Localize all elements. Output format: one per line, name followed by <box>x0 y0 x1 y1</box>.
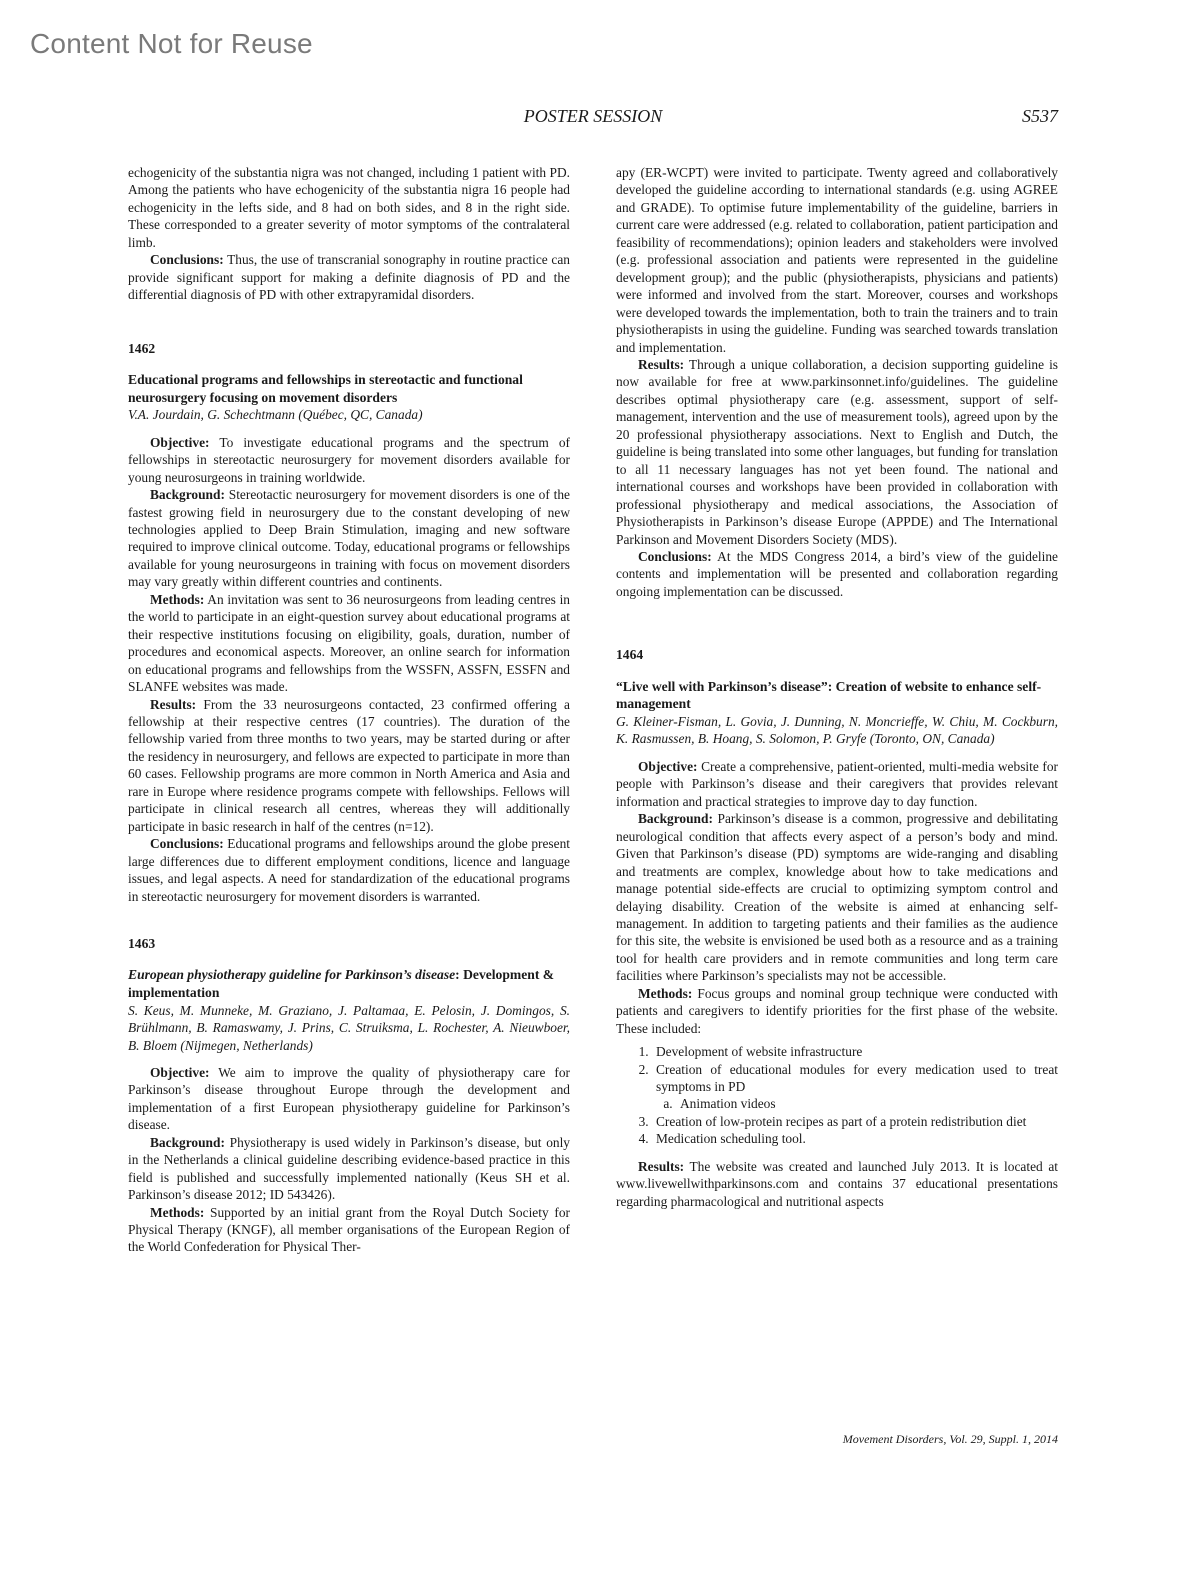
abstract-title <box>128 966 570 1001</box>
section-label: Results: <box>638 356 685 372</box>
title-italic: European physiotherapy guideline for Parkinson’s disease <box>128 967 456 983</box>
abstract-number: 1464 <box>616 647 644 663</box>
objective-paragraph <box>128 1064 570 1134</box>
section-label: Results: <box>638 1158 685 1174</box>
list-item <box>652 1061 1058 1113</box>
right-column <box>616 164 1058 1210</box>
list-item: 1. Development of website infrastructure <box>652 1043 1058 1060</box>
abstract-authors: G. Kleiner-Fisman, L. Govia, J. Dunning, N. Moncrieffe, W. Chiu, M. Cockburn, K. Rasmussen, B. Hoang, S. Solomon, P. Gryfe (Toronto, ON, Canada) <box>616 713 1058 747</box>
abstract-title: “Live well with Parkinson’s disease”: Creation of website to enhance self-management <box>616 678 1042 712</box>
paragraph-text: Educational programs and fellowships around the globe present large differences due to different employment conditions, licence and language issues, and legal aspects. A need for standardization of the educational programs in stereotactic neurosurgery for movement disorders is warranted. <box>128 836 570 904</box>
watermark: Content Not for Reuse <box>30 28 313 59</box>
section-label: Conclusions: <box>638 548 712 564</box>
paragraph-text: Thus, the use of transcranial sonography in routine practice can provide significant support for making a definite diagnosis of PD and the differential diagnosis of PD with other extrapyramidal disorders. <box>128 252 570 303</box>
abstract-authors: V.A. Jourdain, G. Schechtmann (Québec, QC, Canada) <box>128 407 423 423</box>
section-label: Objective: <box>150 434 210 450</box>
abstract-number: 1462 <box>128 340 156 356</box>
paragraph-text: Focus groups and nominal group technique were conducted with patients and caregivers to identify priorities for the first phase of the website. These included: <box>616 985 1058 1036</box>
section-label: Background: <box>150 487 225 503</box>
section-label: Background: <box>150 1134 225 1150</box>
page-number: S537 <box>1022 106 1058 126</box>
list-item-text: Creation of educational modules for every medication used to treat symptoms in PD <box>656 1061 1058 1095</box>
background-paragraph <box>128 1134 570 1204</box>
list-item: 3. Creation of low-protein recipes as part of a protein redistribution diet <box>652 1113 1058 1130</box>
paragraph-text: Through a unique collaboration, a decision supporting guideline is now available for free at www.parkinsonnet.info/guidelines. The guideline describes optimal physiotherapy care (e.g. assessment, support of self-management, intervention and the use of measurement tools), agreed upon by the 20 professional physiotherapy associations. Next to English and Dutch, the guideline is being translated into some other languages, but funding for translation to all 11 necessary languages has not yet been found. The national and international courses and workshops have been provided in collaboration with professional physiotherapy and medical associations, the Association of Physiotherapists in Parkinson’s disease Europe (APPDE) and The International Parkinson and Movement Disorders Society (MDS). <box>616 356 1058 547</box>
methods-list <box>616 1043 1058 1148</box>
results-paragraph <box>616 1158 1058 1210</box>
section-label: Methods: <box>638 985 693 1001</box>
paragraph-text: Create a comprehensive, patient-oriented, multi-media website for people with Parkinson’s disease and their caregivers that provides relevant information and practical strategies to improve day to day function. <box>616 758 1058 809</box>
section-label: Results: <box>150 696 197 712</box>
abstract-number: 1463 <box>128 935 156 951</box>
paragraph-text: From the 33 neurosurgeons contacted, 23 confirmed offering a fellowship at their respective centres (17 countries). The duration of the fellowship varied from three months to two years, may be started during or after the residency in neurosurgery, and fellows are expected to participate in more than 60 cases. Fellowship programs are more common in North America and Asia and rare in Europe where residence programs compete with fellowships. Fellows will participate in clinical research all centres, whereas they will additionally participate in basic research in half of the centres (n=12). <box>128 696 570 834</box>
objective-paragraph <box>128 434 570 486</box>
methods-paragraph <box>616 985 1058 1037</box>
objective-paragraph <box>616 758 1058 810</box>
conclusions-paragraph <box>128 835 570 905</box>
sub-list-item: a. Animation videos <box>676 1095 1058 1112</box>
background-paragraph <box>128 486 570 591</box>
abstract-title: Educational programs and fellowships in stereotactic and functional neurosurgery focusing on movement disorders <box>128 372 523 405</box>
section-label: Methods: <box>150 1204 205 1220</box>
left-column <box>128 164 570 1256</box>
results-paragraph <box>128 696 570 836</box>
paragraph-text: Supported by an initial grant from the Royal Dutch Society for Physical Therapy (KNGF), all member organisations of the European Region of the World Confederation for Physical Ther- <box>128 1204 570 1255</box>
paragraph-text: Stereotactic neurosurgery for movement disorders is one of the fastest growing field in neurosurgery due to the constant developing of new technologies applied to Deep Brain Stimulation, imaging and new software required to improve clinical outcome. Today, educational programs or fellowships available for young neurosurgeons in training with focus on movement disorders may vary greatly within different countries and continents. <box>128 487 570 590</box>
section-label: Conclusions: <box>150 252 224 268</box>
section-title: POSTER SESSION <box>523 106 663 126</box>
section-label: Objective: <box>638 758 698 774</box>
journal-footer: Movement Disorders, Vol. 29, Suppl. 1, 2014 <box>842 1432 1058 1446</box>
title-rest: : Development & implementation <box>128 967 555 1000</box>
section-label: Background: <box>638 811 713 827</box>
background-paragraph <box>616 810 1058 985</box>
paragraph-text: Physiotherapy is used widely in Parkinson’s disease, but only in the Netherlands a clinical guideline describing evidence-based practice in this field is published and successfully implemented nationally (Keus SH et al. Parkinson’s disease 2012; ID 543426). <box>128 1134 570 1203</box>
continued-paragraph: apy (ER-WCPT) were invited to participate. Twenty agreed and collaboratively developed the guideline according to international standards (e.g. using AGREE and GRADE). To optimise future implementability of the guideline, barriers in current care were addressed (e.g. related to collaboration, patient participation and feasibility of recommendations); opinion leaders and stakeholders were involved (e.g. professional association and patients were represented in the guideline development group); and the public (physiotherapists, physicians and patients) were informed and involved from the start. Moreover, courses and workshops were developed towards the implementation, both to train the trainers and to train physiotherapists in using the guideline. Funding was searched towards translation and implementation. <box>616 165 1058 355</box>
abstract-authors: S. Keus, M. Munneke, M. Graziano, J. Paltamaa, E. Pelosin, J. Domingos, S. Brühlmann, B. Ramaswamy, J. Prins, C. Struiksma, L. Rochester, A. Nieuwboer, B. Bloem (Nijmegen, Netherlands) <box>128 1002 570 1053</box>
paragraph-text: At the MDS Congress 2014, a bird’s view of the guideline contents and implementation will be presented and collaboration regarding ongoing implementation can be discussed. <box>616 548 1058 599</box>
list-item: 4. Medication scheduling tool. <box>652 1130 1058 1147</box>
section-label: Conclusions: <box>150 836 224 852</box>
section-label: Objective: <box>150 1064 210 1080</box>
sub-list <box>656 1095 1058 1112</box>
continued-paragraph: echogenicity of the substantia nigra was not changed, including 1 patient with PD. Among the patients who have echogenicity of the substantia nigra 16 people had echogenicity in the lefts side, and 8 had on both sides, and 8 in the right side. These corresponded to a greater severity of motor symptoms of the contralateral limb. <box>128 165 570 250</box>
methods-paragraph <box>128 591 570 696</box>
continued-conclusions <box>128 251 570 303</box>
continued-conclusions <box>616 548 1058 600</box>
paragraph-text: To investigate educational programs and the spectrum of fellowships in stereotactic neurosurgery for movement disorders available for young neurosurgeons in training worldwide. <box>128 434 570 485</box>
section-label: Methods: <box>150 591 205 607</box>
running-head <box>128 106 1058 130</box>
paragraph-text: Parkinson’s disease is a common, progressive and debilitating neurological condition that affects every aspect of a person’s body and mind. Given that Parkinson’s disease (PD) symptoms are wide-ranging and disabling and treatments are complex, knowledge about how to take medications and manage potential side-effects are crucial to optimizing symptom control and delaying disability. Creation of the website is aimed at enhancing self-management. In addition to targeting patients and their families as the audience for this site, the website is envisioned be used both as a resource and as a training tool for health care providers and in remote communities and long term care facilities where Parkinson’s specialists may not be accessible. <box>616 811 1058 984</box>
methods-paragraph <box>128 1204 570 1256</box>
paragraph-text: An invitation was sent to 36 neurosurgeons from leading centres in the world to participate in an eight-question survey about educational programs at their respective institutions focusing on eligibility, goals, duration, number of procedures and economical aspects. Moreover, an online search for information on educational programs and fellowships from the WSSFN, ASSFN, ESSFN and SLANFE websites was made. <box>128 591 570 695</box>
continued-results <box>616 356 1058 548</box>
paragraph-text: The website was created and launched July 2013. It is located at www.livewellwithparkinsons.com and contains 37 educational presentations regarding pharmacological and nutritional aspects <box>616 1158 1058 1209</box>
paragraph-text: We aim to improve the quality of physiotherapy care for Parkinson’s disease throughout Europe through the development and implementation of a first European physiotherapy guideline for Parkinson’s disease. <box>128 1064 570 1133</box>
